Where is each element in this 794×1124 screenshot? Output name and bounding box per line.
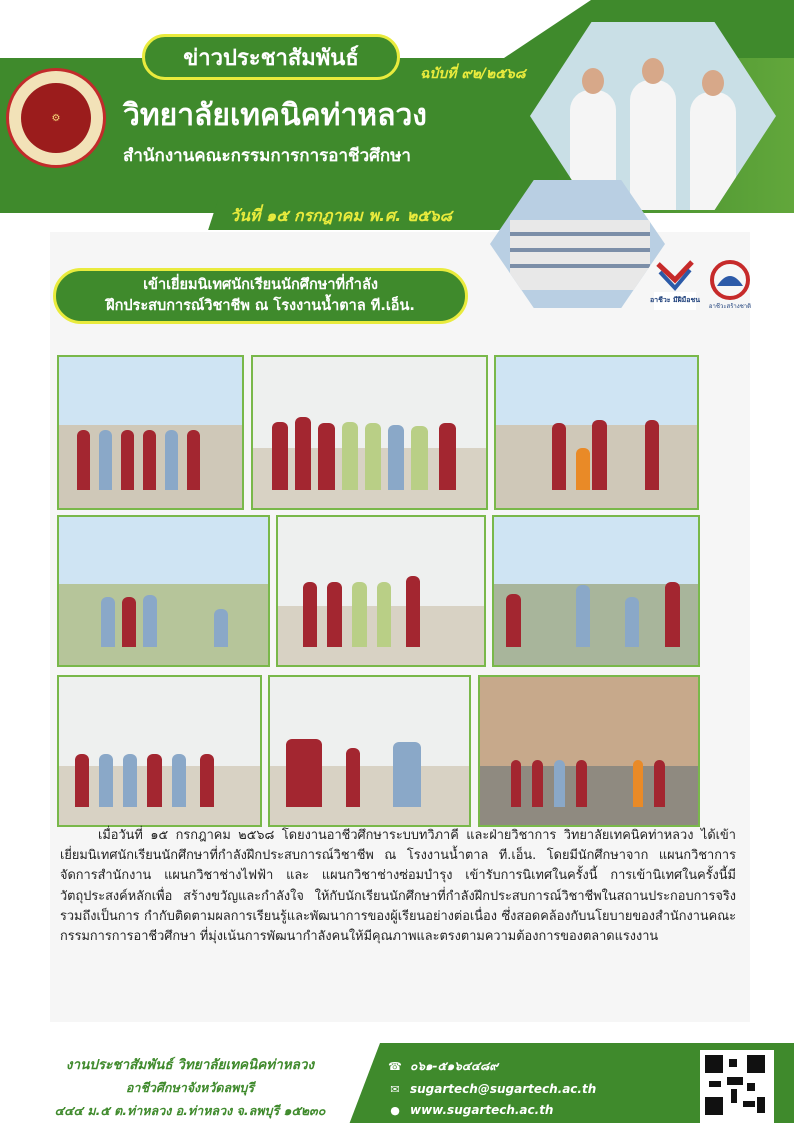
website-url: www.sugartech.ac.th — [410, 1103, 554, 1117]
college-logo — [6, 68, 106, 168]
worker-figure — [532, 760, 543, 807]
activity-photo — [268, 675, 471, 827]
news-date: วันที่ ๑๕ กรกฎาคม พ.ศ. ๒๕๖๘ — [230, 206, 452, 225]
student-figure — [295, 417, 311, 489]
student-figure — [147, 754, 161, 807]
activity-photo — [478, 675, 700, 827]
student-figure — [75, 754, 89, 807]
student-figure — [439, 423, 455, 489]
worker-figure — [214, 609, 229, 647]
headline-line-1: เข้าเยี่ยมนิเทศนักเรียนนักศึกษาที่กำลัง — [143, 276, 378, 293]
worker-figure — [511, 760, 522, 807]
badge-text-1: อาชีวะ มีฝีมือชน — [650, 296, 700, 304]
activity-photo — [494, 355, 699, 510]
student-figure — [200, 754, 214, 807]
worker-figure — [506, 594, 520, 647]
student-figure — [352, 582, 366, 647]
activity-photo — [251, 355, 488, 510]
student-figure — [101, 597, 116, 647]
phone-icon: ☎ — [388, 1060, 402, 1073]
student-figure — [346, 748, 360, 807]
office-name: สำนักงานคณะกรรมการการอาชีวศึกษา — [123, 146, 411, 166]
student-figure — [406, 576, 420, 647]
student-figure — [303, 582, 317, 647]
worker-figure — [554, 760, 565, 807]
student-figure — [121, 430, 134, 490]
student-figure — [393, 742, 421, 807]
student-figure — [327, 582, 341, 647]
student-figure — [77, 430, 90, 490]
student-figure — [318, 423, 334, 489]
student-figure — [645, 420, 659, 489]
article-body — [60, 826, 736, 947]
activity-photo — [57, 675, 262, 827]
article-paragraph: เมื่อวันที่ ๑๕ กรกฎาคม ๒๕๖๘ โดยงานอาชีวศึกษาระบบทวิภาคี และฝ่ายวิชาการ วิทยาลัยเทคนิคท่าหลวง ได้เข้าเยี่ยมนิเทศนักเรียนนักศึกษาที่กำลังฝึกประสบการณ์วิชาชีพ ณ โรงงานน้ำตาล ที.เอ็น. โดยมีนักศึกษาจาก แผนกวิชาการจัดการสำนักงาน แผนกวิชาช่างไฟฟ้า และ แผนกวิชาช่างซ่อมบำรุง เข้ารับการนิเทศในครั้งนี้ การเข้านิเทศในครั้งนี้มีวัตถุประสงค์หลักเพื่อ สร้างขวัญและกำลังใจ ให้กับนักเรียนนักศึกษาที่กำลังฝึกประสบการณ์วิชาชีพในสถานประกอบการจริง รวมถึงเป็นการ กำกับติดตามผลการเรียนรู้และพัฒนาการของผู้เรียนอย่างต่อเนื่อง ซึ่งสอดคล้องกับนโยบายของสำนักงานคณะกรรมการการอาชีวศึกษา ที่มุ่งเน้นการพัฒนากำลังคนให้มีคุณภาพและตรงตามความต้องการของตลาดแรงงาน — [60, 828, 736, 945]
phone-number: ๐๖๑-๕๑๖๔๔๘๙ — [410, 1059, 499, 1073]
news-headline — [53, 268, 468, 324]
logo-emblem-icon: ⚙ — [21, 83, 91, 153]
activity-photo — [57, 355, 244, 510]
college-name: วิทยาลัยเทคนิคท่าหลวง — [123, 98, 427, 133]
issue-number: ฉบับที่ ๙๒/๒๕๖๘ — [420, 66, 526, 82]
person-head — [702, 70, 724, 96]
footer-phone[interactable] — [388, 1057, 498, 1076]
student-figure — [665, 582, 679, 647]
vocational-skill-badge-icon — [650, 258, 700, 314]
footer-address: ๔๔๔ ม.๕ ต.ท่าหลวง อ.ท่าหลวง จ.ลพบุรี ๑๕๒๓๐ — [54, 1103, 326, 1118]
qr-code[interactable] — [700, 1050, 774, 1124]
globe-icon: ● — [390, 1103, 400, 1117]
student-figure — [411, 426, 427, 489]
email-icon: ✉ — [390, 1082, 400, 1096]
student-figure — [388, 425, 404, 490]
footer-website[interactable] — [388, 1103, 553, 1117]
person-head — [582, 68, 604, 94]
badge-text-2: อาชีวะสร้างชาติ — [708, 303, 752, 310]
student-figure — [592, 420, 606, 489]
student-figure — [187, 430, 200, 490]
student-figure — [122, 597, 137, 647]
building-shape — [510, 220, 650, 290]
worker-figure — [625, 597, 639, 647]
worker-figure — [576, 760, 587, 807]
window-row — [510, 264, 650, 268]
worker-figure — [633, 760, 644, 807]
section-title: ข่าวประชาสัมพันธ์ — [142, 34, 400, 80]
student-figure — [143, 430, 156, 490]
student-figure — [377, 582, 391, 647]
activity-photo — [492, 515, 700, 667]
activity-photo — [276, 515, 486, 667]
worker-figure — [654, 760, 665, 807]
window-row — [510, 232, 650, 236]
footer-province: อาชีวศึกษาจังหวัดลพบุรี — [125, 1080, 255, 1095]
student-figure — [99, 754, 113, 807]
student-figure — [365, 423, 381, 489]
email-address: sugartech@sugartech.ac.th — [410, 1082, 597, 1096]
activity-photo — [57, 515, 270, 667]
student-figure — [576, 585, 590, 647]
footer-office: งานประชาสัมพันธ์ วิทยาลัยเทคนิคท่าหลวง — [65, 1057, 315, 1073]
student-figure — [272, 422, 288, 490]
student-figure — [552, 423, 566, 489]
student-figure — [342, 422, 358, 490]
student-figure — [143, 595, 158, 647]
student-figure — [165, 430, 178, 490]
student-figure — [172, 754, 186, 807]
student-figure — [99, 430, 112, 490]
student-figure — [286, 739, 322, 807]
footer-email[interactable] — [388, 1082, 596, 1096]
worker-figure — [576, 448, 590, 490]
student-figure — [123, 754, 137, 807]
person-figure — [630, 80, 676, 210]
window-row — [510, 248, 650, 252]
vocational-nation-badge-icon — [705, 258, 755, 314]
person-head — [642, 58, 664, 84]
headline-line-2: ฝึกประสบการณ์วิชาชีพ ณ โรงงานน้ำตาล ที.เอ็น. — [106, 298, 415, 314]
